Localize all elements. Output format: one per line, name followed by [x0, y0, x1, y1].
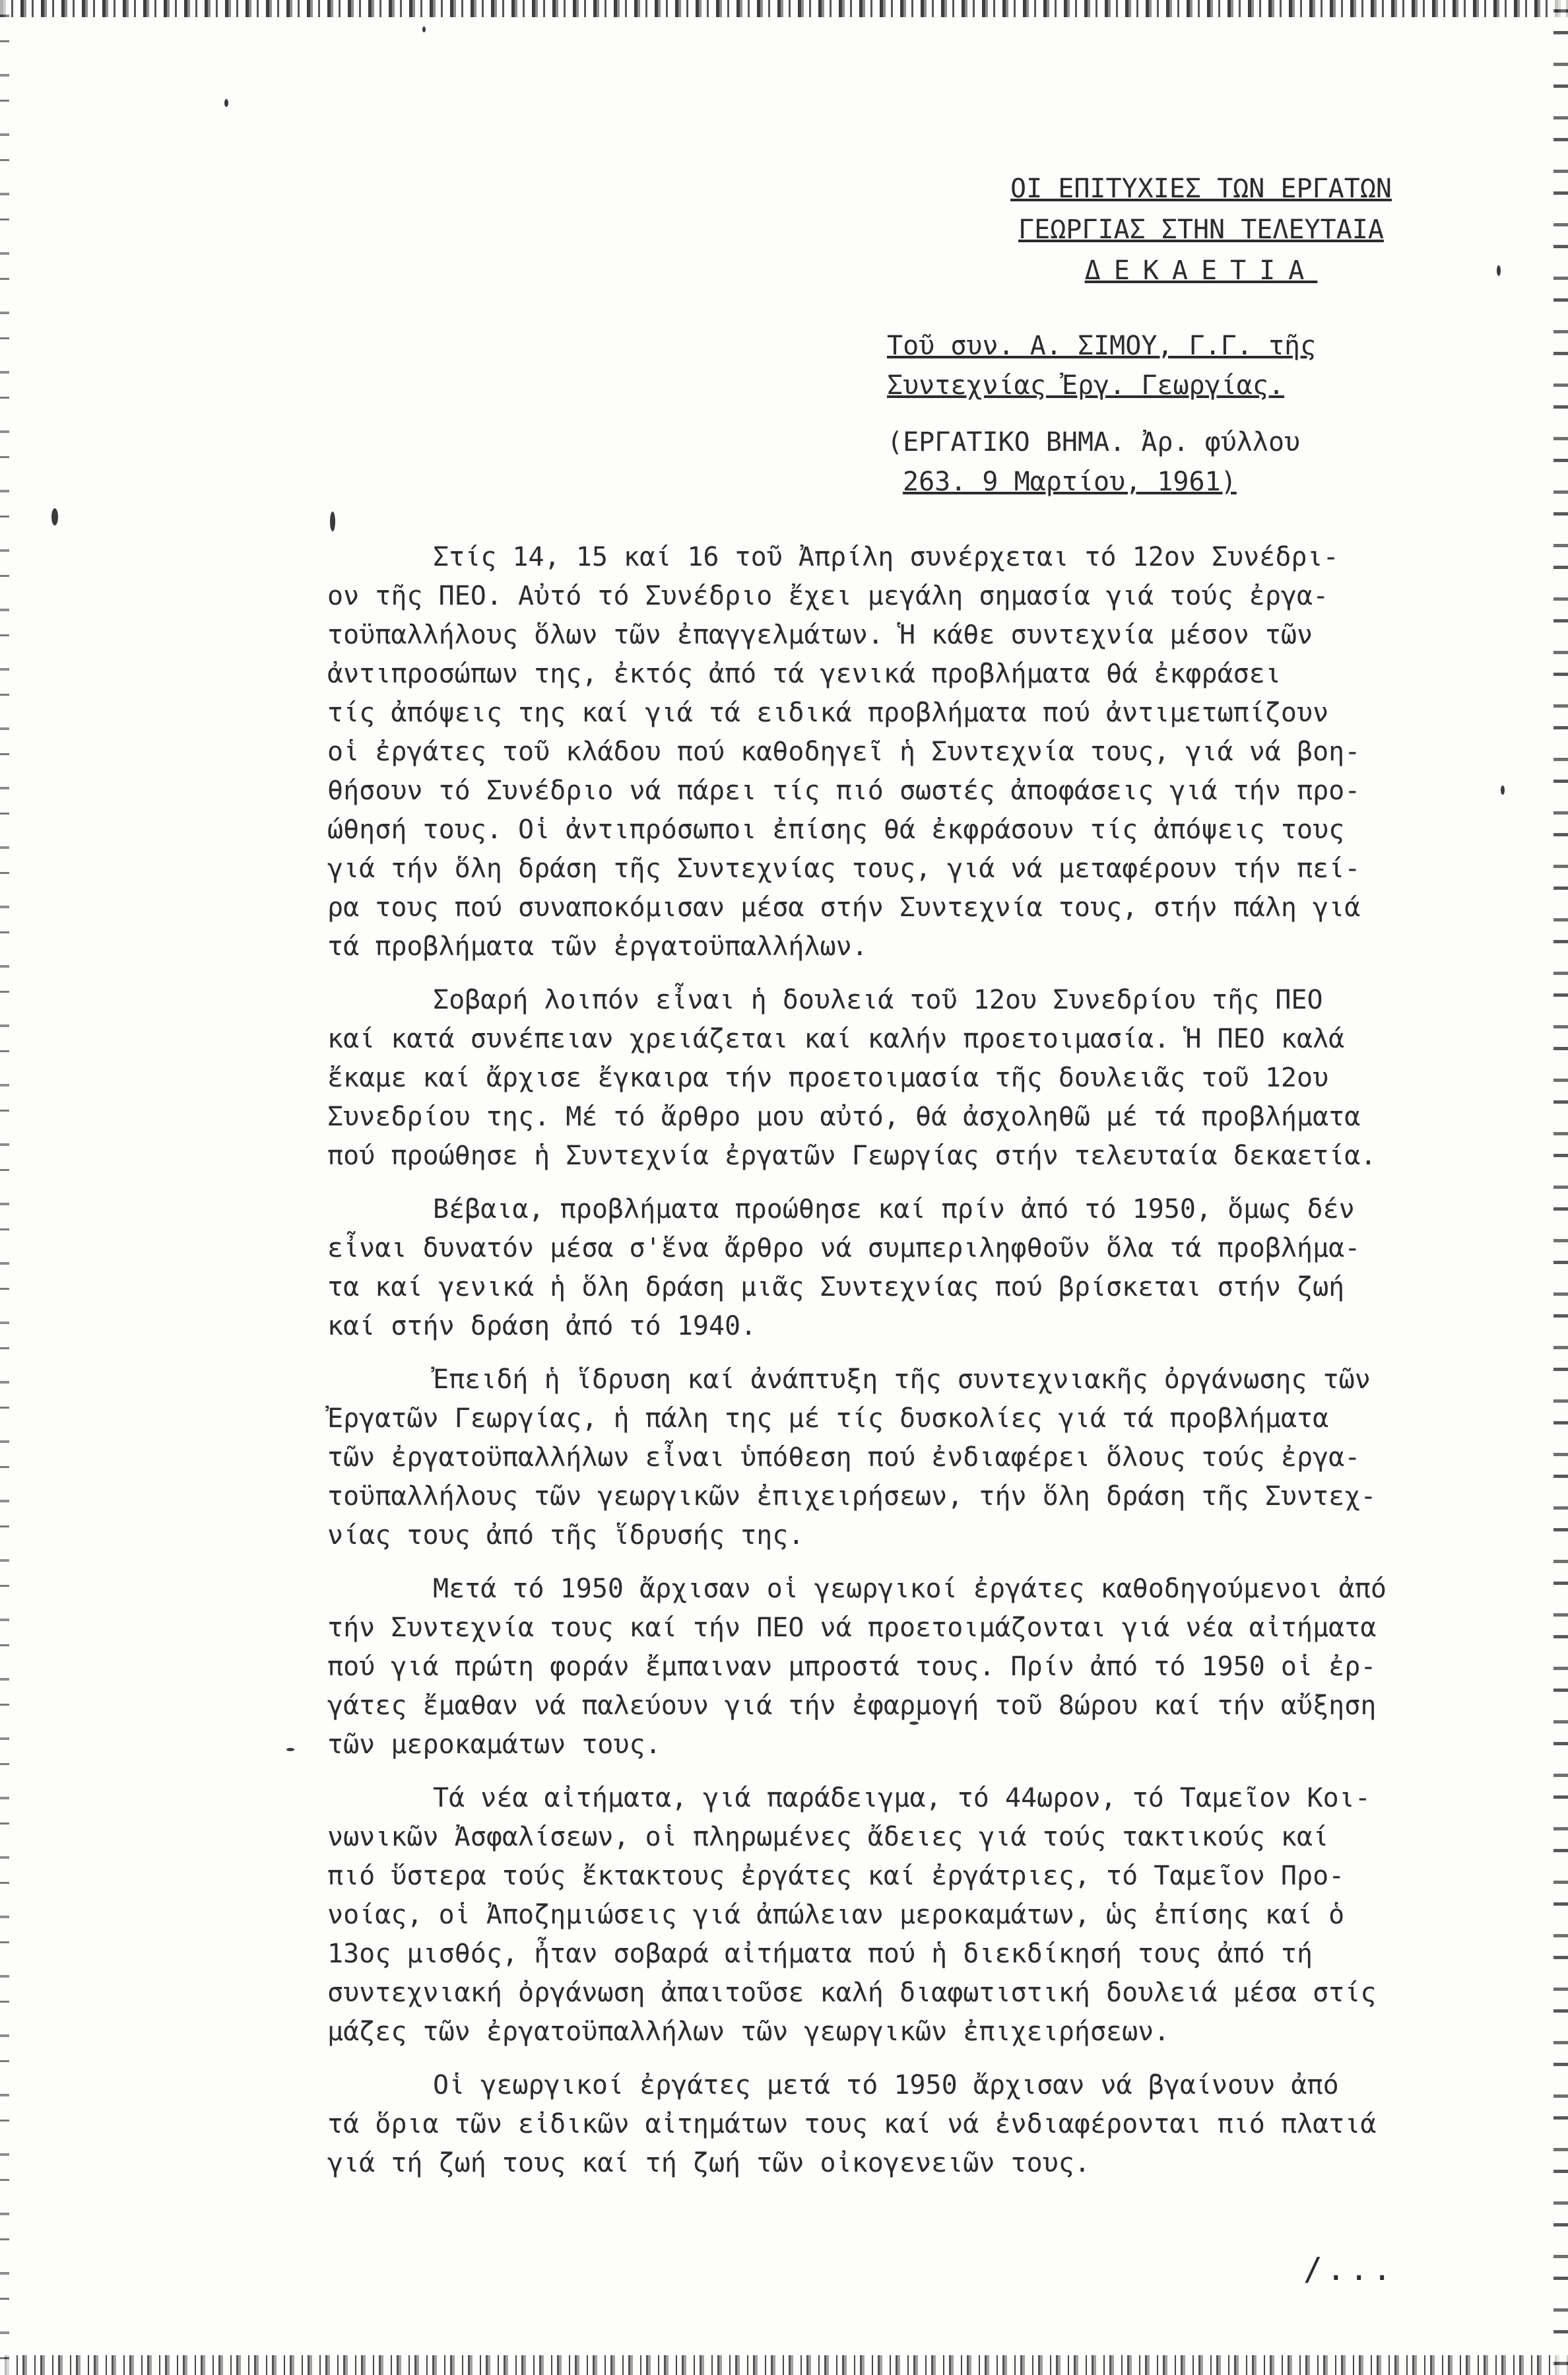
paragraph-line: τίς ἀπόψεις της καί γιά τά ειδικά προβλήματα πού ἀντιμετωπίζουν: [327, 698, 1329, 728]
scan-speck: [1501, 786, 1505, 795]
paragraph-line: ώθησή τους. Οἱ ἀντιπρόσωποι ἐπίσης θά ἐκφράσουν τίς ἀπόψεις τους: [327, 815, 1345, 845]
scan-speck: [286, 1748, 294, 1751]
scan-speck: [330, 512, 335, 531]
author-byline: [887, 326, 1468, 405]
scan-speck: [51, 508, 58, 525]
paragraph-line: νίας τους ἀπό τῆς ἵδρυσής της.: [327, 1520, 804, 1551]
paragraph-line: Σοβαρή λοιπόν εἶναι ἡ δουλειά τοῦ 12ου Συνεδρίου τῆς ΠΕΟ: [433, 985, 1323, 1015]
paragraph-line: γιά τή ζωή τους καί τή ζωή τῶν οἰκογενειῶν τους.: [327, 2148, 1090, 2178]
byline-line-2: Συντεχνίας Ἐργ. Γεωργίας.: [887, 370, 1285, 401]
paragraph: [327, 981, 1489, 1176]
paragraph-line: πού προώθησε ἡ Συντεχνία ἐργατῶν Γεωργίας στήν τελευταία δεκαετία.: [327, 1141, 1377, 1171]
source-line-2: 263. 9 Μαρτίου, 1961): [903, 467, 1237, 497]
paragraph-line: εἶναι δυνατόν μέσα σ'ἕνα ἄρθρο νά συμπεριληφθοῦν ὅλα τά προβλήμα-: [327, 1233, 1361, 1263]
paragraph-line: πού γιά πρώτη φοράν ἔμπαιναν μπροστά τους. Πρίν ἀπό τό 1950 οἱ ἐρ-: [327, 1652, 1377, 1682]
paragraph-line: Βέβαια, προβλήματα προώθησε καί πρίν ἀπό τό 1950, ὅμως δέν: [433, 1194, 1355, 1224]
title-line-1: ΟΙ ΕΠΙΤΥΧΙΕΣ ΤΩΝ ΕΡΓΑΤΩΝ: [1010, 174, 1392, 204]
byline-line-1: Τοῦ συν. Α. ΣΙΜΟΥ, Γ.Γ. τῆς: [887, 331, 1317, 361]
paragraph: [327, 1570, 1489, 1764]
paragraph-line: Οἱ γεωργικοί ἐργάτες μετά τό 1950 ἄρχισαν νά βγαίνουν ἀπό: [433, 2070, 1339, 2100]
paragraph-line: ἀντιπροσώπων της, ἐκτός ἀπό τά γενικά προβλήματα θά ἐκφράσει: [327, 659, 1281, 689]
paragraph-line: Στίς 14, 15 καί 16 τοῦ Ἀπρίλη συνέρχεται τό 12ον Συνέδρι-: [433, 542, 1339, 572]
paragraph-line: πιό ὕστερα τούς ἔκτακτους ἐργάτες καί ἐργάτριες, τό Ταμεῖον Προ-: [327, 1861, 1345, 1891]
paragraph-line: γάτες ἔμαθαν νά παλεύουν γιά τήν ἐφαρμογή τοῦ 8ώρου καί τήν αὔξηση: [327, 1690, 1377, 1721]
paragraph-line: νοίας, οἱ Ἀποζημιώσεις γιά ἀπώλειαν μεροκαμάτων, ὡς ἐπίσης καί ὁ: [327, 1900, 1345, 1930]
paragraph-line: μάζες τῶν ἐργατοϋπαλλήλων τῶν γεωργικῶν ἐπιχειρήσεων.: [327, 2017, 1170, 2047]
scan-edge-right: [1553, 0, 1568, 2375]
source-citation: [887, 422, 1468, 502]
paragraph-line: τοϋπαλλήλους τῶν γεωργικῶν ἐπιχειρήσεων, τήν ὅλη δράση τῆς Συντεχ-: [327, 1481, 1377, 1512]
paragraph: [327, 538, 1489, 966]
paragraph-line: Ἐπειδή ἡ ἵδρυση καί ἀνάπτυξη τῆς συντεχνιακῆς ὀργάνωσης τῶν: [433, 1364, 1371, 1395]
paragraph-line: οἱ ἐργάτες τοῦ κλάδου πού καθοδηγεῖ ἡ Συντεχνία τους, γιά νά βοη-: [327, 737, 1361, 767]
paragraph: [327, 1190, 1489, 1346]
paragraph-line: τήν Συντεχνία τους καί τήν ΠΕΟ νά προετοιμάζονται γιά νέα αἰτήματα: [327, 1613, 1377, 1643]
article-title: [957, 168, 1445, 291]
paragraph: [327, 1360, 1489, 1555]
paragraph-line: καί στήν δράση ἀπό τό 1940.: [327, 1311, 757, 1341]
title-line-2: ΓΕΩΡΓΙΑΣ ΣΤΗΝ ΤΕΛΕΥΤΑΙΑ: [1018, 215, 1384, 245]
article-body: [327, 538, 1489, 2197]
paragraph-line: συντεχνιακή ὀργάνωση ἀπαιτοῦσε καλή διαφωτιστική δουλειά μέσα στίς: [327, 1978, 1377, 2008]
title-line-3: ΔΕΚΑΕΤΙΑ: [1084, 255, 1318, 286]
scan-edge-top: [0, 0, 1568, 17]
paragraph-line: 13ος μισθός, ἦταν σοβαρά αἰτήματα πού ἡ διεκδίκησή τους ἀπό τή: [327, 1939, 1313, 1969]
paragraph-line: τά ὅρια τῶν εἰδικῶν αἰτημάτων τους καί νά ἐνδιαφέρονται πιό πλατιά: [327, 2109, 1377, 2139]
scan-speck: [422, 26, 426, 32]
scan-speck: [224, 99, 228, 107]
paragraph-line: τοϋπαλλήλους ὅλων τῶν ἐπαγγελμάτων. Ἡ κάθε συντεχνία μέσον τῶν: [327, 620, 1313, 650]
paragraph-line: νωνικῶν Ἀσφαλίσεων, οἱ πληρωμένες ἄδειες γιά τούς τακτικούς καί: [327, 1822, 1329, 1852]
paragraph-line: Ἐργατῶν Γεωργίας, ἡ πάλη της μέ τίς δυσκολίες γιά τά προβλήματα: [327, 1403, 1329, 1434]
paragraph: [327, 2066, 1489, 2183]
scan-edge-bottom: [0, 2355, 1568, 2375]
paragraph: [327, 1779, 1489, 2052]
scan-edge-left: [0, 0, 9, 2375]
paragraph-line: Συνεδρίου της. Μέ τό ἄρθρο μου αὐτό, θά ἀσχοληθῶ μέ τά προβλήματα: [327, 1102, 1361, 1132]
scan-speck: [1497, 265, 1501, 276]
paragraph-line: ον τῆς ΠΕΟ. Αὐτό τό Συνέδριο ἔχει μεγάλη σημασία γιά τούς ἐργα-: [327, 581, 1329, 611]
paragraph-line: ἔκαμε καί ἄρχισε ἔγκαιρα τήν προετοιμασία τῆς δουλειᾶς τοῦ 12ου: [327, 1063, 1329, 1093]
paragraph-line: καί κατά συνέπειαν χρειάζεται καί καλήν προετοιμασία. Ἡ ΠΕΟ καλά: [327, 1024, 1345, 1054]
paragraph-line: ρα τους πού συναποκόμισαν μέσα στήν Συντεχνία τους, στήν πάλη γιά: [327, 892, 1361, 923]
source-line-1: (ΕΡΓΑΤΙΚΟ ΒΗΜΑ. Ἀρ. φύλλου: [887, 427, 1301, 457]
paragraph-line: τῶν ἐργατοϋπαλλήλων εἶναι ὑπόθεση πού ἐνδιαφέρει ὅλους τούς ἐργα-: [327, 1442, 1361, 1473]
continuation-mark: /...: [1303, 2251, 1396, 2288]
paragraph-line: τά προβλήματα τῶν ἐργατοϋπαλλήλων.: [327, 931, 868, 962]
paragraph-line: Μετά τό 1950 ἄρχισαν οἱ γεωργικοί ἐργάτες καθοδηγούμενοι ἀπό: [433, 1574, 1387, 1604]
paragraph-line: Τά νέα αἰτήματα, γιά παράδειγμα, τό 44ωρον, τό Ταμεῖον Κοι-: [433, 1783, 1371, 1813]
paragraph-line: γιά τήν ὅλη δράση τῆς Συντεχνίας τους, γιά νά μεταφέρουν τήν πεί-: [327, 853, 1361, 884]
paragraph-line: τα καί γενικά ἡ ὅλη δράση μιᾶς Συντεχνίας πού βρίσκεται στήν ζωή: [327, 1272, 1345, 1302]
paragraph-line: τῶν μεροκαμάτων τους.: [327, 1729, 661, 1760]
paragraph-line: θήσουν τό Συνέδριο νά πάρει τίς πιό σωστές ἀποφάσεις γιά τήν προ-: [327, 776, 1361, 806]
